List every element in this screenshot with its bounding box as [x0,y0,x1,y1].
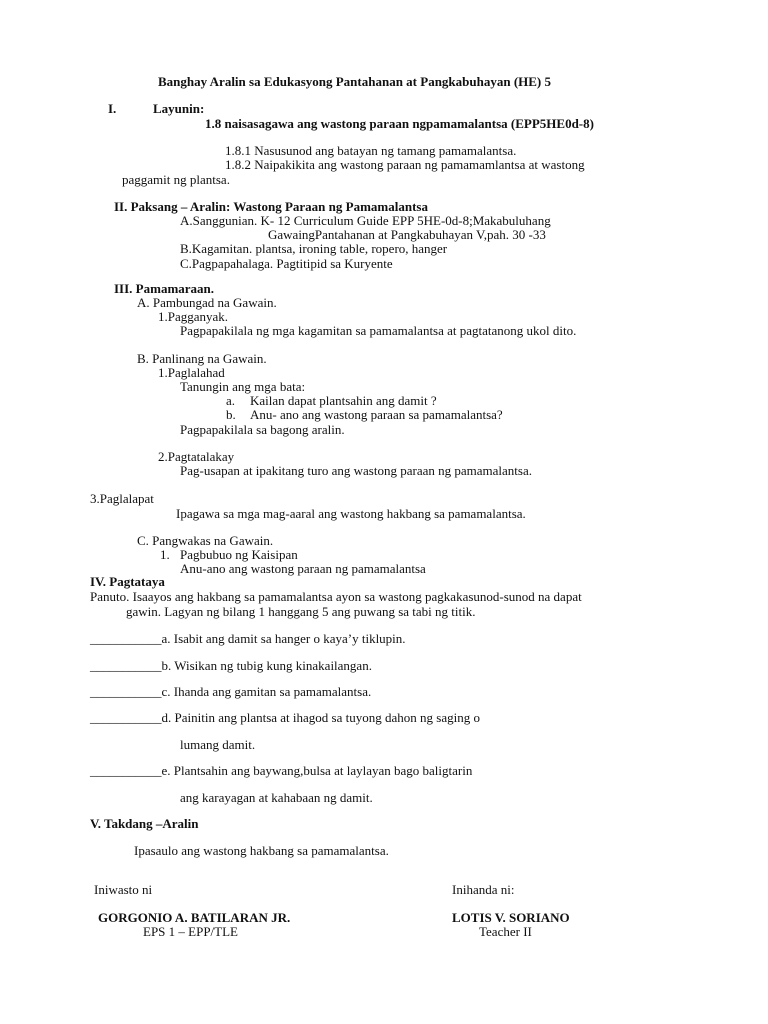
layunin-heading: Layunin: [153,101,205,116]
pamamaraan-b1-after: Pagpapakilala sa bagong aralin. [180,422,345,437]
paksa-sanggunian-line2: GawaingPantahanan at Pangkabuhayan V,pah. 30 -33 [268,227,546,242]
paksa-pagpapahalaga: C.Pagpapahalaga. Pagtitipid sa Kuryente [180,256,393,271]
pagtataya-panuto-line2: gawin. Lagyan ng bilang 1 hanggang 5 ang puwang sa tabi ng titik. [126,604,476,619]
pamamaraan-b2: 2.Pagtatalakay [158,449,235,464]
layunin-sub2-line1: 1.8.2 Naipakikita ang wastong paraan ng pamamamlantsa at wastong [225,157,585,172]
pamamaraan-b2-text: Pag-usapan at ipakitang turo ang wastong paraan ng pamamalantsa. [180,463,532,478]
pamamaraan-c1: Pagbubuo ng Kaisipan [180,547,298,562]
page-title: Banghay Aralin sa Edukasyong Pantahanan at Pangkabuhayan (HE) 5 [158,74,552,89]
question-b: Anu- ano ang wastong paraan sa pamamalantsa? [250,407,503,422]
pamamaraan-a-heading: A. Pambungad na Gawain. [137,295,277,310]
pagtataya-panuto-line1: Panuto. Isaayos ang hakbang sa pamamalantsa ayon sa wastong pagkakasunod-sunod na dapat [90,589,582,604]
signature-left-label: Iniwasto ni [94,882,153,897]
pagtataya-item-d-line1: ___________d. Painitin ang plantsa at ihagod sa tuyong dahon ng saging o [90,710,480,725]
question-a: Kailan dapat plantsahin ang damit ? [250,393,437,408]
pamamaraan-a1: 1.Pagganyak. [158,309,229,324]
pamamaraan-heading: III. Pamamaraan. [114,281,215,296]
signature-left-name: GORGONIO A. BATILARAN JR. [98,910,291,925]
section-numeral-i: I. [108,101,117,116]
pamamaraan-c1-num: 1. [160,547,170,562]
pamamaraan-c-heading: C. Pangwakas na Gawain. [137,533,274,548]
pagtataya-item-a: ___________a. Isabit ang damit sa hanger o kaya’y tiklupin. [90,631,406,646]
paksa-sanggunian-line1: A.Sanggunian. K- 12 Curriculum Guide EPP 5HE-0d-8;Makabuluhang [180,213,551,228]
pamamaraan-c1-text: Anu-ano ang wastong paraan ng pamamalantsa [180,561,426,576]
pagtataya-item-c: ___________c. Ihanda ang gamitan sa pamamalantsa. [90,684,372,699]
takdang-aralin-text: Ipasaulo ang wastong hakbang sa pamamalantsa. [134,843,389,858]
pamamaraan-b1-text: Tanungin ang mga bata: [180,379,306,394]
pamamaraan-a1-text: Pagpapakilala ng mga kagamitan sa pamamalantsa at pagtatanong ukol dito. [180,323,577,338]
pamamaraan-b3: 3.Paglalapat [90,491,154,506]
takdang-aralin-heading: V. Takdang –Aralin [90,816,199,831]
pagtataya-item-e-line2: ang karayagan at kahabaan ng damit. [180,790,373,805]
signature-right-name: LOTIS V. SORIANO [452,910,570,925]
layunin-sub2-line2: paggamit ng plantsa. [122,172,230,187]
signature-left-title: EPS 1 – EPP/TLE [143,924,238,939]
pagtataya-item-b: ___________b. Wisikan ng tubig kung kinakailangan. [90,658,372,673]
signature-right-title: Teacher II [479,924,532,939]
paksa-heading: II. Paksang – Aralin: Wastong Paraan ng Pamamalantsa [114,199,428,214]
layunin-sub1: 1.8.1 Nasusunod ang batayan ng tamang pamamalantsa. [225,143,517,158]
pagtataya-item-e-line1: ___________e. Plantsahin ang baywang,bulsa at laylayan bago baligtarin [90,763,473,778]
layunin-objective: 1.8 naisasagawa ang wastong paraan ngpamamalantsa (EPP5HE0d-8) [205,116,594,131]
pagtataya-heading: IV. Pagtataya [90,574,165,589]
pamamaraan-b1: 1.Paglalahad [158,365,225,380]
pamamaraan-b-heading: B. Panlinang na Gawain. [137,351,267,366]
pamamaraan-b3-text: Ipagawa sa mga mag-aaral ang wastong hakbang sa pamamalantsa. [176,506,526,521]
question-b-letter: b. [226,407,236,422]
paksa-kagamitan: B.Kagamitan. plantsa, ironing table, ropero, hanger [180,241,448,256]
pagtataya-item-d-line2: lumang damit. [180,737,256,752]
question-a-letter: a. [226,393,236,408]
signature-right-label: Inihanda ni: [452,882,515,897]
